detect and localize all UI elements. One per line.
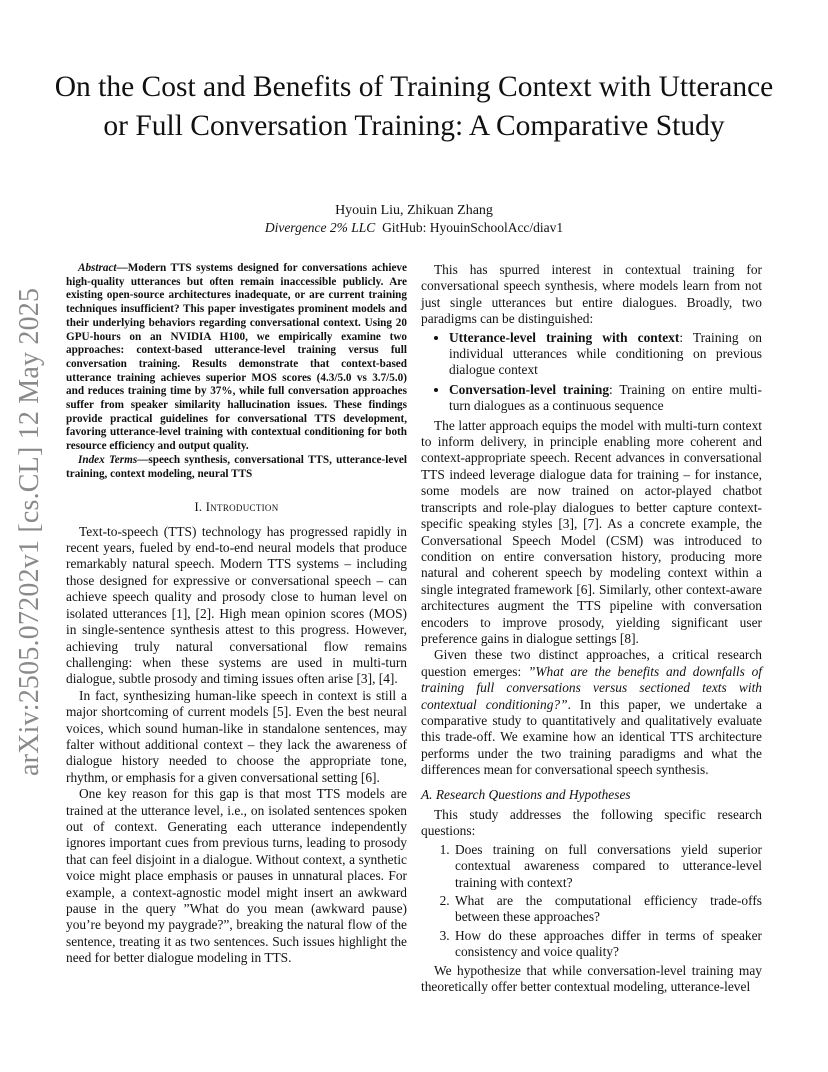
index-terms-text: —speech synthesis, conversational TTS, utterance-level training, context modeling, neural TTS	[66, 453, 407, 480]
intro-paragraph-2: In fact, synthesizing human-like speech in context is still a major shortcoming of current models [5]. Even the best neural voices, which sound human-like in standalone sentences, may falter without additional context – they lack the awareness of dialogue history needed to choose the appropriate tone, rhythm, or emphasis for a given conversational setting [6].	[66, 687, 407, 785]
right-paragraph-2: The latter approach equips the model with multi-turn context to inform delivery, in principle enabling more coherent and context-appropriate speech. Recent advances in conversational TTS indeed leverage dialogue data for training – for instance, some models are now trained on actor-played chatbot transcripts and role-play dialogues to better capture context-specific speaking styles [3], [7]. As a concrete example, the Conversational Speech Model (CSM) was introduced to condition on entire conversation history, producing more natural and coherent speech by modeling context within a single integrated framework [6]. Similarly, other context-aware architectures augment the TTS pipeline with conversation encoders to improve prosody, yielding significant user preference gains in dialogue settings [8].	[421, 417, 762, 646]
github-link[interactable]: GitHub: HyouinSchoolAcc/diav1	[382, 220, 564, 235]
research-question-quote: ”What are the benefits and downfalls of training full conversations versus sectioned texts with contextual conditioning?”	[421, 663, 762, 712]
paradigm-item	[449, 382, 762, 415]
paradigm-name: Conversation-level training	[449, 381, 610, 397]
research-question: 3. How do these approaches differ in terms of speaker consistency and voice quality?	[453, 928, 762, 961]
index-terms	[66, 454, 407, 481]
intro-paragraph-1: Text-to-speech (TTS) technology has progressed rapidly in recent years, fueled by end-to-end neural models that produce remarkably natural speech. Modern TTS systems – including those designed for expressive or conversational speech – can achieve speech quality and prosody close to human level on isolated utterances [1], [2]. High mean opinion scores (MOS) in single-sentence synthesis attest to this progress. However, achieving truly natural conversational flow remains challenging: when these systems are used in multi-turn dialogue, subtle prosody and timing issues often arise [3], [4].	[66, 523, 407, 687]
affiliation-line	[0, 220, 828, 236]
abstract-label: Abstract	[78, 262, 117, 274]
arxiv-identifier: arXiv:2505.07202v1 [cs.CL] 12 May 2025	[14, 287, 45, 776]
para3-end: . In this paper, we undertake a comparative study to quantitatively and qualitatively evaluate this trade-off. We examine how an identical TTS architecture performs under the two training paradigms and what the differences mean for conversational speech synthesis.	[421, 696, 762, 778]
left-column	[66, 262, 407, 967]
right-paragraph-1: This has spurred interest in contextual training for conversational speech synthesis, where models learn from not just single utterances but entire dialogues. Broadly, two paradigms can be distinguished:	[421, 262, 762, 327]
paradigm-desc: : Training on entire multi-turn dialogues as a continuous sequence	[449, 381, 762, 414]
authors: Hyouin Liu, Zhikuan Zhang	[335, 203, 493, 218]
research-question: 1. Does training on full conversations yield superior contextual awareness compared to utterance-level training with context?	[453, 842, 762, 891]
intro-paragraph-3: One key reason for this gap is that most TTS models are trained at the utterance level, i.e., on isolated sentences spoken out of context. Generating each utterance independently ignores important cues from previous turns, leading to prosody that can feel disjoint in a dialogue. Without context, a synthetic voice might place emphasis or pauses in unnatural places. For example, a context-agnostic model might insert an awkward pause in the query ”What do you mean (awkward pause) you’re beyond my paygrade?”, breaking the natural flow of the sentence, treating it as two sentences. Such issues highlight the need for better dialogue modeling in TTS.	[66, 786, 407, 966]
abstract	[66, 262, 407, 454]
paradigm-list	[421, 330, 762, 415]
paper-title: On the Cost and Benefits of Training Context with Utterance or Full Conversation Training: A Comparative Study	[54, 71, 774, 142]
right-column	[421, 262, 762, 995]
subsection-heading: A. Research Questions and Hypotheses	[421, 786, 631, 802]
section-heading-introduction: I. Introduction	[194, 500, 279, 515]
right-paragraph-5: We hypothesize that while conversation-level training may theoretically offer better contextual modeling, utterance-level	[421, 962, 762, 995]
paradigm-item	[449, 330, 762, 379]
abstract-text: —Modern TTS systems designed for conversations achieve high-quality utterances but often remain inaccessible publicly. Are existing open-source architectures inadequate, or are current training techniques insufficient? This paper investigates prominent models and their underlying behaviors regarding conversational context. Using 20 GPU-hours on an NVIDIA H100, we empirically examine two approaches: context-based utterance-level training versus full conversation training. Results demonstrate that context-based utterance training achieves superior MOS scores (4.3/5.0 vs 3.7/5.0) and reduces training time by 37%, while full conversation approaches suffer from speaker similarity hallucination issues. These findings provide practical guidelines for conversational TTS development, favoring utterance-level training with contextual conditioning for both resource efficiency and output quality.	[66, 262, 407, 453]
research-questions-list	[421, 842, 762, 961]
paradigm-desc: : Training on individual utterances while conditioning on previous dialogue context	[449, 329, 762, 378]
index-terms-label: Index Terms	[78, 453, 138, 466]
right-paragraph-4: This study addresses the following specific research questions:	[421, 807, 762, 839]
research-question: 2. What are the computational efficiency trade-offs between these approaches?	[453, 893, 762, 926]
paradigm-name: Utterance-level training with context	[449, 329, 680, 345]
affiliation: Divergence 2% LLC	[264, 220, 376, 235]
para3-start: Given these two distinct approaches, a critical research question emerges:	[421, 647, 762, 679]
right-paragraph-3	[421, 647, 762, 778]
